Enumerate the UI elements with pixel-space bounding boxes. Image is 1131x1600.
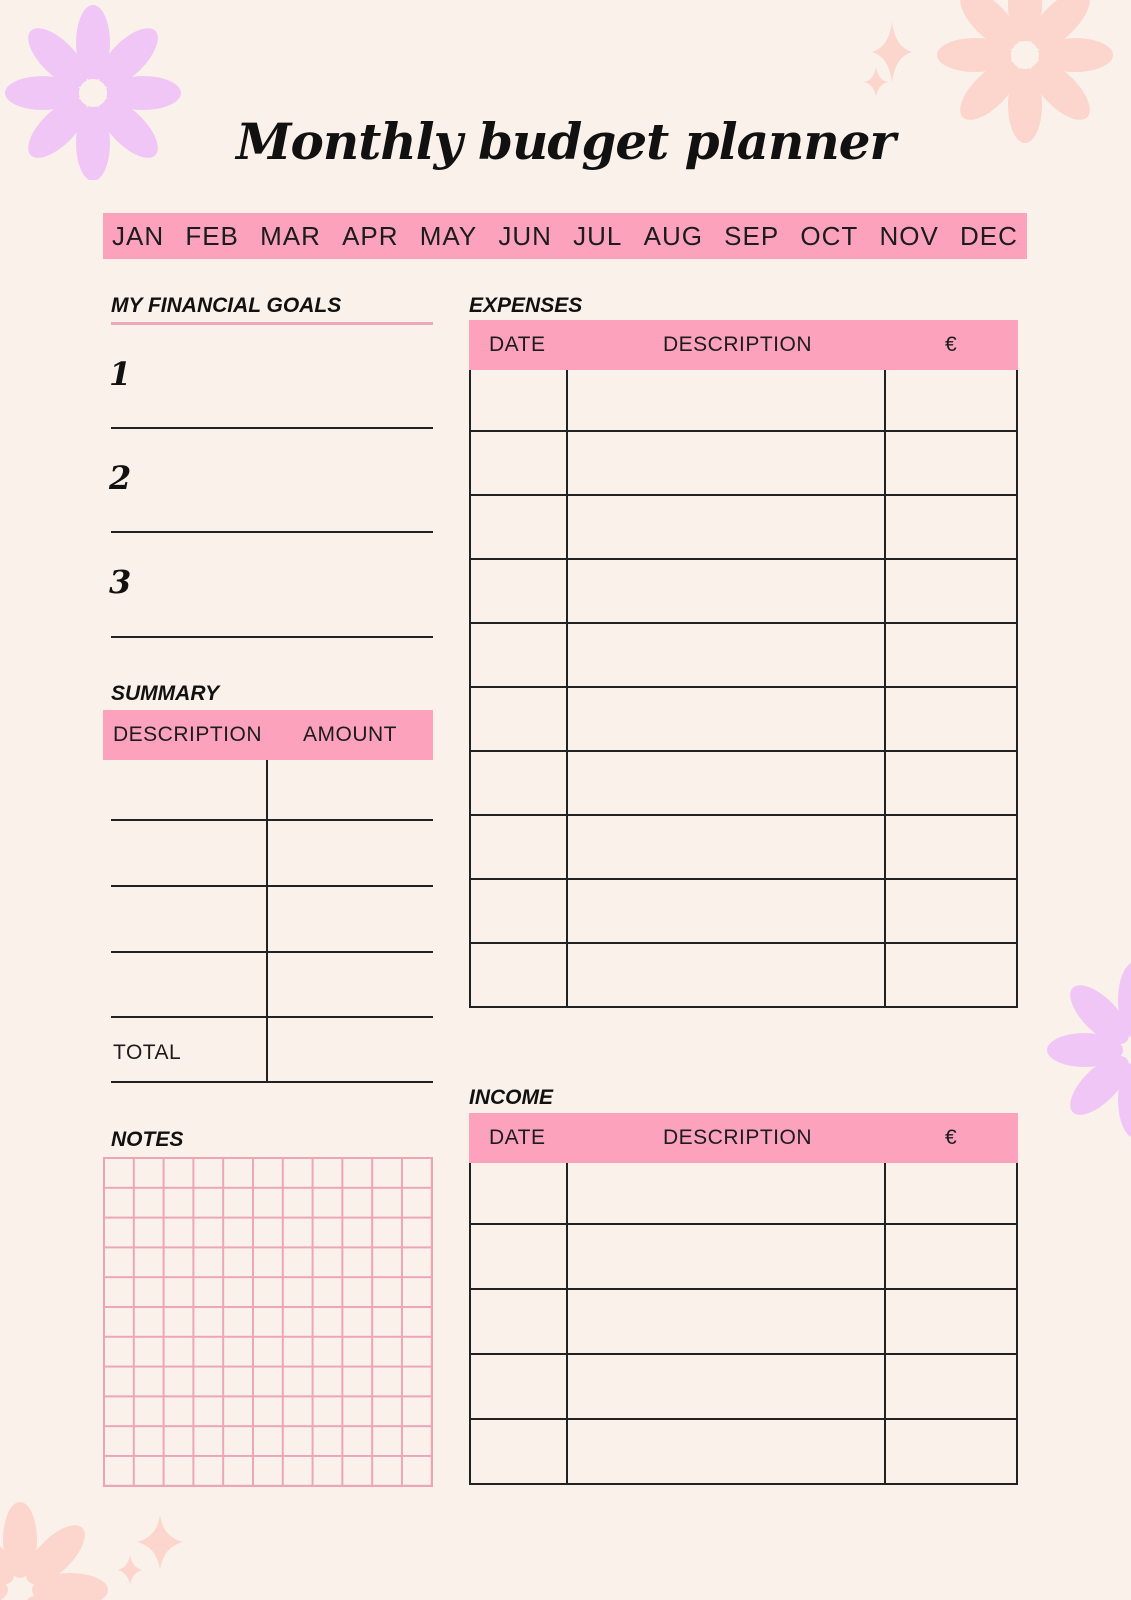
table-row[interactable] — [471, 1225, 1016, 1290]
month-apr[interactable]: APR — [342, 220, 399, 251]
income-col-currency: € — [945, 1126, 958, 1149]
expenses-col-currency: € — [945, 333, 958, 356]
expenses-heading: EXPENSES — [469, 294, 583, 317]
income-table-header — [469, 1113, 1018, 1163]
summary-table-header — [103, 710, 433, 760]
financial-goals-heading: MY FINANCIAL GOALS — [111, 294, 342, 317]
month-nov[interactable]: NOV — [879, 220, 939, 251]
table-row[interactable] — [471, 752, 1016, 816]
month-may[interactable]: MAY — [419, 220, 478, 251]
month-jan[interactable]: JAN — [112, 220, 165, 251]
table-row[interactable] — [471, 688, 1016, 752]
table-row[interactable] — [471, 370, 1016, 432]
lilac-flower-icon — [1045, 960, 1131, 1140]
notes-grid[interactable] — [103, 1157, 433, 1487]
goal-number-2: 2 — [109, 459, 132, 497]
goals-divider — [111, 322, 433, 325]
month-feb[interactable]: FEB — [185, 220, 239, 251]
notes-heading: NOTES — [111, 1128, 184, 1151]
income-table-body — [469, 1163, 1018, 1485]
income-heading: INCOME — [469, 1086, 553, 1109]
summary-column-divider — [266, 760, 268, 1083]
page-title: Monthly budget planner — [236, 112, 895, 171]
expenses-table-header — [469, 320, 1018, 370]
summary-col-description: DESCRIPTION — [113, 723, 263, 746]
goal-number-1: 1 — [109, 355, 132, 393]
summary-row-line[interactable] — [111, 1081, 433, 1083]
table-row[interactable] — [471, 432, 1016, 496]
expenses-col-description: DESCRIPTION — [663, 333, 813, 356]
table-row[interactable] — [471, 624, 1016, 688]
table-row[interactable] — [471, 944, 1016, 1008]
goal-1-line[interactable] — [111, 427, 433, 429]
table-row[interactable] — [471, 816, 1016, 880]
summary-row-line[interactable] — [111, 885, 433, 887]
summary-heading: SUMMARY — [111, 682, 220, 705]
table-row[interactable] — [471, 1420, 1016, 1485]
month-jun[interactable]: JUN — [498, 220, 552, 251]
table-row[interactable] — [471, 560, 1016, 624]
goal-3-line[interactable] — [111, 636, 433, 638]
income-col-date: DATE — [489, 1126, 546, 1149]
month-jul[interactable]: JUL — [573, 220, 623, 251]
table-row[interactable] — [471, 496, 1016, 560]
summary-col-amount: AMOUNT — [303, 723, 397, 746]
summary-row-line[interactable] — [111, 1016, 433, 1018]
table-row[interactable] — [471, 1163, 1016, 1225]
table-row[interactable] — [471, 880, 1016, 944]
peach-flower-icon — [0, 1480, 110, 1600]
sparkle-icon — [115, 1515, 190, 1590]
expenses-table-body — [469, 370, 1018, 1008]
table-row[interactable] — [471, 1290, 1016, 1355]
summary-total-label: TOTAL — [113, 1041, 182, 1064]
month-oct[interactable]: OCT — [800, 220, 859, 251]
month-selector-bar — [103, 213, 1027, 259]
table-row[interactable] — [471, 1355, 1016, 1420]
sparkle-icon — [862, 22, 922, 102]
summary-row-line[interactable] — [111, 819, 433, 821]
goal-2-line[interactable] — [111, 531, 433, 533]
goal-number-3: 3 — [109, 563, 132, 601]
month-aug[interactable]: AUG — [643, 220, 703, 251]
income-col-description: DESCRIPTION — [663, 1126, 813, 1149]
month-mar[interactable]: MAR — [260, 220, 321, 251]
month-sep[interactable]: SEP — [724, 220, 780, 251]
expenses-col-date: DATE — [489, 333, 546, 356]
summary-row-line[interactable] — [111, 951, 433, 953]
month-dec[interactable]: DEC — [960, 220, 1018, 251]
